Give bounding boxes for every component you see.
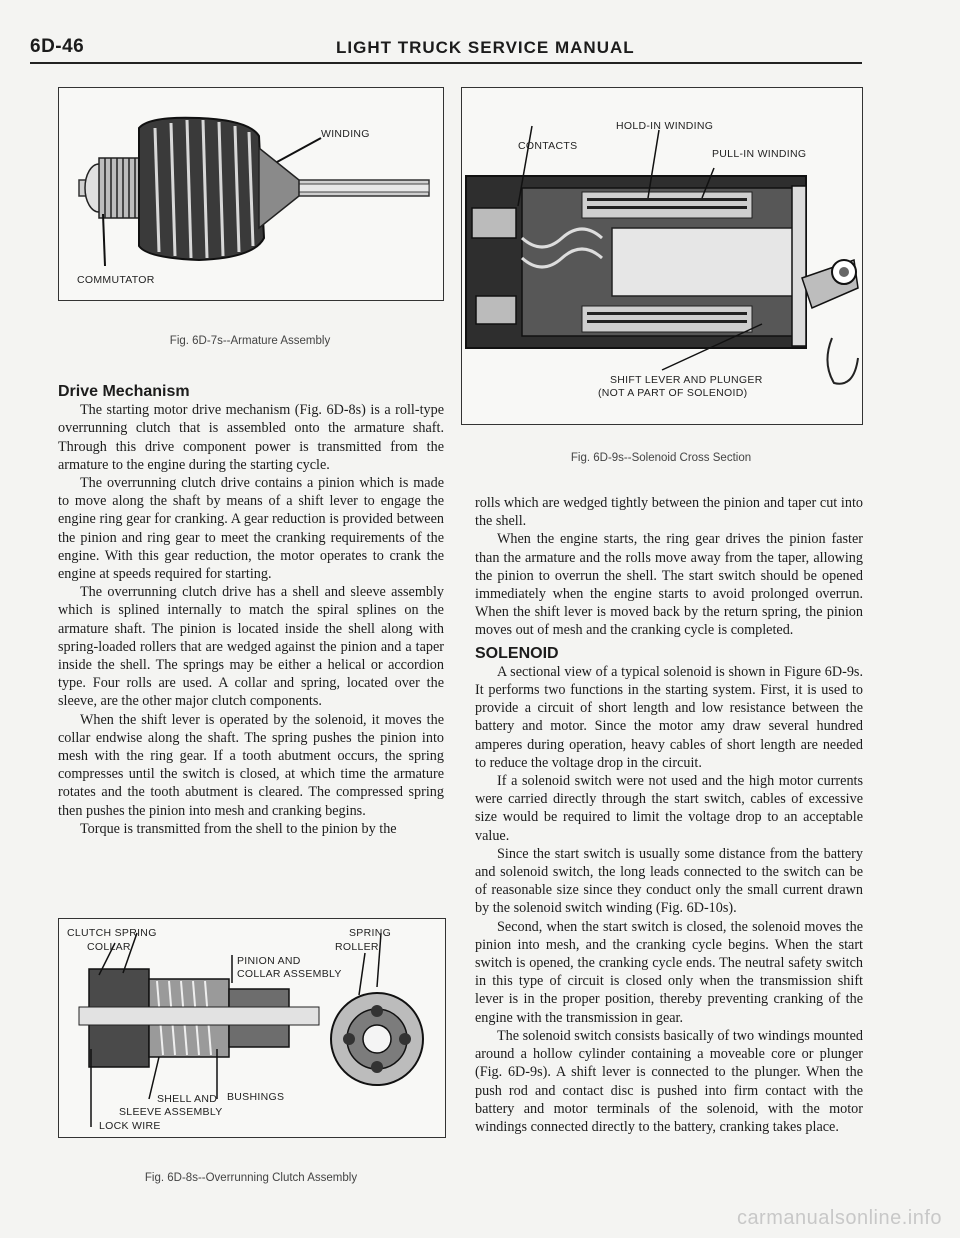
paragraph: The starting motor drive mechanism (Fig. 6D-8s) is a roll-type overrunning clutch that is assembled onto the armature shaft. Through this drive component power is transmitted from the armature to the engine during the starting cycle. xyxy=(58,402,444,473)
shift-lever-label: SHIFT LEVER AND PLUNGER xyxy=(610,374,763,386)
paragraph: rolls which are wedged tightly between the pinion and taper cut into the shell. xyxy=(475,495,863,530)
shell-sleeve-label-2: SLEEVE ASSEMBLY xyxy=(119,1106,223,1118)
hold-in-winding-label: HOLD-IN WINDING xyxy=(616,120,714,132)
armature-illustration xyxy=(59,88,443,300)
paragraph: Since the start switch is usually some distance from the battery and solenoid switch, the long leads connected to the switch can be of reasonable size since they conduct only the small current drawn by the solenoid switch winding (Fig. 6D-10s). xyxy=(475,845,863,917)
drive-mechanism-heading: Drive Mechanism xyxy=(58,383,190,400)
paragraph: Torque is transmitted from the shell to the pinion by the xyxy=(80,820,397,837)
roller-label: ROLLER xyxy=(335,941,379,953)
winding-label: WINDING xyxy=(321,128,370,140)
right-column xyxy=(475,494,863,1136)
paragraph: If a solenoid switch were not used and the high motor currents were carried directly through the start switch, cables of excessive size would be required to limit the voltage drop to an acceptable value. xyxy=(475,773,863,844)
armature-figure xyxy=(58,87,444,301)
paragraph: Second, when the start switch is closed, the solenoid moves the pinion into mesh, and the cranking cycle begins. When the start switch is opened, the cranking cycle ends. The neutral safety switch in this type of circuit is closed only when the transmission shift lever is in the proper position, thereby preventing cranking of the engine with the transmission in gear. xyxy=(475,918,863,1026)
paragraph: The solenoid switch consists basically of two windings mounted around a hollow cylinder containing a moveable core or plunger (Fig. 6D-9s). A shift lever is connected to the plunger. When the push rod and contact disc is pushed into firm contact with the battery and motor terminals of the solenoid, with the motor windings connected directly to the battery, cranking takes place. xyxy=(475,1027,863,1135)
fig-9-caption: Fig. 6D-9s--Solenoid Cross Section xyxy=(570,452,752,464)
paragraph: A sectional view of a typical solenoid is shown in Figure 6D-9s. It performs two functions in the starting system. First, it is used to provide a circuit of short length and low resistance between the battery and motor. Since the motor amy draw several hundred amperes during operation, heavy cables of short length are needed to reduce the voltage drop in the circuit. xyxy=(475,663,863,771)
pinion-collar-label-2: COLLAR ASSEMBLY xyxy=(237,968,342,980)
clutch-figure xyxy=(58,918,446,1138)
left-column xyxy=(58,383,444,838)
page-number: 6D-46 xyxy=(30,36,85,57)
pinion-collar-label-1: PINION AND xyxy=(237,955,301,967)
fig-8-caption: Fig. 6D-8s--Overrunning Clutch Assembly xyxy=(144,1172,358,1184)
lock-wire-label: LOCK WIRE xyxy=(99,1120,161,1132)
solenoid-heading: SOLENOID xyxy=(475,644,559,662)
header-rule xyxy=(30,62,862,64)
clutch-spring-label: CLUTCH SPRING xyxy=(67,927,157,939)
spring-label: SPRING xyxy=(349,927,392,939)
paragraph: When the engine starts, the ring gear drives the pinion faster than the armature and the rolls move away from the taper, allowing the pinion to overrun the shell. The start switch should be opened immediately when the engine starts to avoid prolonged overrun. When the shift lever is moved back by the return spring, the pinion moves out of mesh and the cranking cycle is completed. xyxy=(475,531,863,639)
manual-title: LIGHT TRUCK SERVICE MANUAL xyxy=(336,38,635,57)
contacts-label: CONTACTS xyxy=(518,140,578,152)
fig-7-caption: Fig. 6D-7s--Armature Assembly xyxy=(169,335,331,347)
pull-in-winding-label: PULL-IN WINDING xyxy=(712,148,807,160)
paragraph: The overrunning clutch drive has a shell and sleeve assembly which is splined internally to match the spiral splines on the armature shaft. The pinion is located inside the shell along with spring-loaded rollers that are wedged against the pinion and a taper inside the shell. The springs may be either a helical or accordion type. Four rolls are used. A collar and spring, located over the sleeve, are the other major clutch components. xyxy=(58,584,444,710)
not-part-of-solenoid-label: (NOT A PART OF SOLENOID) xyxy=(598,387,748,399)
bushings-label: BUSHINGS xyxy=(227,1091,285,1103)
paragraph: When the shift lever is operated by the solenoid, it moves the collar endwise along the shaft. The spring pushes the pinion into mesh with the ring gear. If a tooth abutment occurs, the spring compresses until the switch is closed, at which time the armature rotates and the tooth abutment is cleared. The compressed spring then pushes the pinion into mesh and cranking begins. xyxy=(58,711,444,819)
watermark: carmanualsonline.info xyxy=(736,1207,942,1229)
collar-label: COLLAR xyxy=(87,941,131,953)
paragraph: The overrunning clutch drive contains a pinion which is made to move along the shaft by means of a shift lever to engage the engine ring gear for cranking. A gear reduction is provided between the pinion and ring gear to meet the cranking requirements of the engine. With this gear reduction, the motor operates to crank the engine at speeds required for starting. xyxy=(58,475,444,583)
shell-sleeve-label-1: SHELL AND xyxy=(157,1093,218,1105)
solenoid-figure xyxy=(461,87,863,425)
commutator-label: COMMUTATOR xyxy=(77,274,155,286)
